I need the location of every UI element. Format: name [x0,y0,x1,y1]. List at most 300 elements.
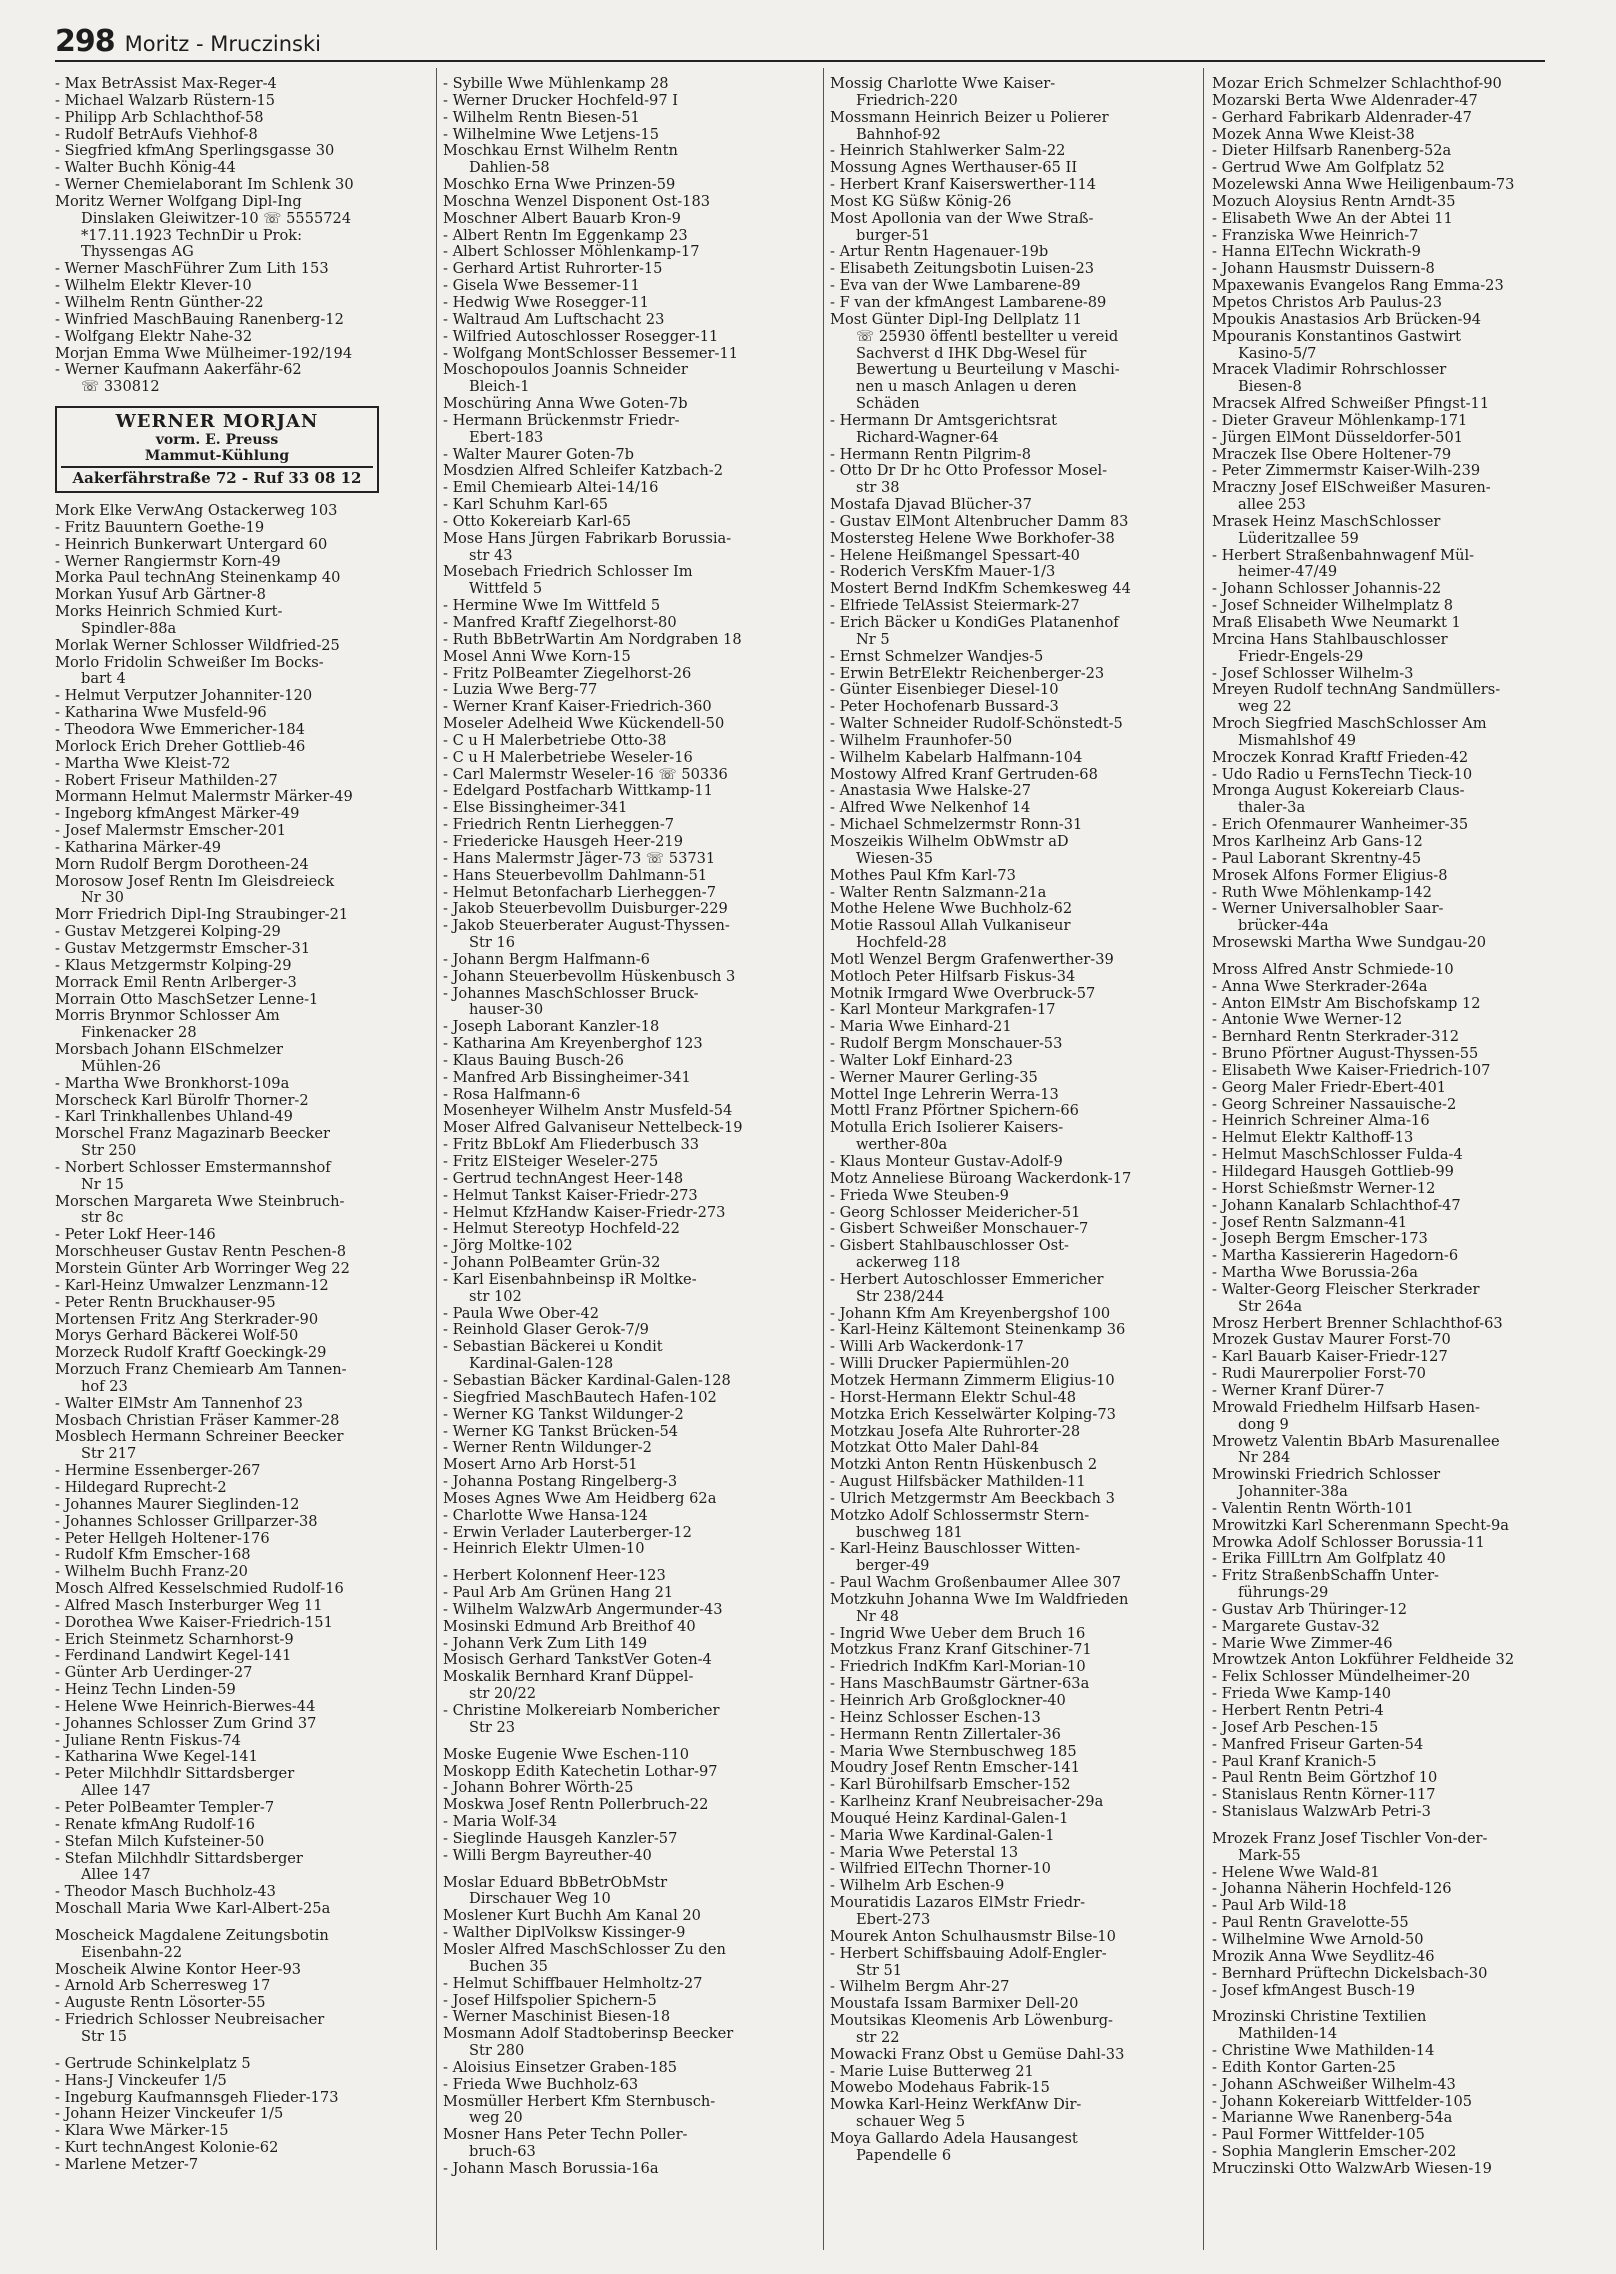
directory-entry: Mosdzien Alfred Schleifer Katzbach-2 [443,463,723,480]
directory-entry: Mostersteg Helene Wwe Borkhofer-38 [830,530,1115,547]
directory-entry: - Elisabeth Wwe An der Abtei 11 [1212,210,1453,227]
directory-entry: - Georg Maler Friedr-Ebert-401 [1212,1079,1447,1096]
directory-entry: - Theodora Wwe Emmericher-184 [55,722,305,738]
directory-entry: - Felix Schlosser Mündelheimer-20 [1212,1669,1471,1686]
directory-entry: - Johannes Maurer Sieglinden-12 [55,1496,300,1513]
directory-entry: - Renate kfmAng Rudolf-16 [55,1816,256,1833]
directory-entry: - Sybille Wwe Mühlenkamp 28 [443,76,669,92]
directory-entry: - Hans Malermstr Jäger-73 ☏ 53731 [443,850,716,867]
directory-entry: - Bernhard Rentn Sterkrader-312 [1212,1029,1460,1046]
directory-entry: - Sieglinde Hausgeh Kanzler-57 [443,1830,678,1847]
directory-entry: - Paul Rentn Beim Görtzhof 10 [1212,1770,1438,1787]
directory-entry: - Heinrich Schreiner Alma-16 [1212,1113,1430,1130]
directory-entry: - Erich Bäcker u KondiGes Platanenhof [830,615,1119,631]
directory-entry: - Arnold Arb Scherresweg 17 [55,1978,271,1995]
directory-entry: - Antonie Wwe Werner-12 [1212,1012,1403,1029]
directory-entry: - Johann Hausmstr Duissern-8 [1212,261,1435,278]
directory-entry: Mouratidis Lazaros ElMstr Friedr- [830,1895,1086,1912]
directory-entry: - Werner KG Tankst Brücken-54 [443,1423,679,1440]
directory-entry: Morn Rudolf Bergm Dorotheen-24 [55,856,309,873]
directory-entry: Moscheik Alwine Kontor Heer-93 [55,1961,302,1978]
directory-entry: - Waltraud Am Luftschacht 23 [443,311,665,328]
directory-entry: Mrozek Franz Josef Tischler Von-der- [1212,1830,1488,1847]
directory-entry: - Jakob Steuerberater August-Thyssen- [443,918,730,935]
directory-entry: - Wilhelmine Wwe Arnold-50 [1212,1931,1424,1948]
directory-entry: - Jürgen ElMont Düsseldorfer-501 [1212,429,1464,446]
directory-entry: - Wolfgang MontSchlosser Bessemer-11 [443,345,739,362]
directory-entry: - Helmut Stereotyp Hochfeld-22 [443,1221,680,1238]
directory-entry: - Heinrich Bunkerwart Untergard 60 [55,536,328,553]
directory-entry: Mozarski Berta Wwe Aldenrader-47 [1212,92,1478,109]
directory-entry: - Rudolf Bergm Monschauer-53 [830,1036,1063,1053]
directory-entry: - Wilfried Autoschlosser Rosegger-11 [443,328,719,345]
directory-entry: - Juliane Rentn Fiskus-74 [55,1732,241,1749]
directory-entry: Moya Gallardo Adela Hausangest [830,2130,1078,2147]
directory-entry: Mork Elke VerwAng Ostackerweg 103 [55,503,338,520]
entry-continuation: Bleich-1 [469,379,530,396]
directory-entry: Moschall Maria Wwe Karl-Albert-25a [55,1901,331,1918]
entry-continuation: Mismahlshof 49 [1238,732,1356,749]
directory-entry: - Edith Kontor Garten-25 [1212,2059,1396,2076]
directory-entry: Morkan Yusuf Arb Gärtner-8 [55,587,266,604]
directory-entry: - Peter Zimmermstr Kaiser-Wilh-239 [1212,463,1481,480]
directory-entry: Mpetos Christos Arb Paulus-23 [1212,294,1442,311]
directory-entry: Mpaxewanis Evangelos Rang Emma-23 [1212,278,1504,295]
directory-entry: - Charlotte Wwe Hansa-124 [443,1507,648,1524]
directory-entry: - Karl Bauarb Kaiser-Friedr-127 [1212,1349,1448,1366]
directory-entry: Mrowtzek Anton Lokführer Feldheide 32 [1212,1652,1515,1669]
directory-entry: - Christine Wwe Mathilden-14 [1212,2043,1435,2060]
directory-entry: - Valentin Rentn Wörth-101 [1212,1500,1414,1517]
directory-entry: - Alfred Wwe Nelkenhof 14 [830,800,1031,817]
directory-entry: - Hedwig Wwe Rosegger-11 [443,294,649,311]
header-rule [55,60,1545,62]
directory-entry: - Ingeborg kfmAngest Märker-49 [55,806,300,823]
directory-entry: - Fritz Bauuntern Goethe-19 [55,519,265,536]
directory-entry: Mosmann Adolf Stadtoberinsp Beecker [443,2026,734,2043]
directory-entry: Moses Agnes Wwe Am Heidberg 62a [443,1490,717,1507]
directory-entry: - Johann Schlosser Johannis-22 [1212,581,1442,598]
directory-entry: - Anna Wwe Sterkrader-264a [1212,978,1428,995]
directory-entry: Morlo Fridolin Schweißer Im Bocks- [55,654,324,671]
directory-entry: - Fritz StraßenbSchaffn Unter- [1212,1568,1439,1585]
entry-continuation: hauser-30 [469,1002,544,1019]
directory-entry: - Siegfried MaschBautech Hafen-102 [443,1389,717,1406]
directory-entry: - Willi Bergm Bayreuther-40 [443,1847,652,1864]
entry-continuation: weg 22 [1238,699,1292,716]
directory-entry: - Friedrich Schlosser Neubreisacher [55,2012,325,2029]
entry-continuation: Dirschauer Weg 10 [469,1891,611,1908]
entry-continuation: str 38 [856,480,900,497]
directory-entry: - Katharina Märker-49 [55,839,222,856]
directory-entry: - Helmut Verputzer Johanniter-120 [55,688,313,705]
directory-entry: - Gerhard Artist Ruhrorter-15 [443,261,663,278]
entry-continuation: heimer-47/49 [1238,564,1338,581]
directory-entry: Motzko Adolf Schlossermstr Stern- [830,1507,1090,1524]
directory-entry: - Werner Universalhobler Saar- [1212,901,1444,918]
entry-continuation: Str 217 [81,1446,137,1463]
directory-entry: - Dieter Hilfsarb Ranenberg-52a [1212,143,1452,160]
directory-entry: - Albert Rentn Im Eggenkamp 23 [443,227,688,244]
directory-entry: - Marie Wwe Zimmer-46 [1212,1635,1393,1652]
entry-continuation: Ebert-183 [469,429,544,446]
directory-entry: Moschkau Ernst Wilhelm Rentn [443,143,678,160]
entry-continuation: Mathilden-14 [1238,2026,1338,2043]
directory-entry: - Manfred Arb Bissingheimer-341 [443,1069,691,1086]
directory-entry: Mosbach Christian Fräser Kammer-28 [55,1412,340,1429]
directory-entry: Motzkau Josefa Alte Ruhrorter-28 [830,1423,1081,1440]
directory-entry: - Klara Wwe Märker-15 [55,2123,229,2140]
directory-entry: - Elfriede TelAssist Steiermark-27 [830,598,1080,615]
directory-entry: - Werner Rangiermstr Korn-49 [55,553,281,570]
directory-entry: - Helmut KfzHandw Kaiser-Friedr-273 [443,1204,726,1221]
directory-entry: Morzeck Rudolf Kraftf Goeckingk-29 [55,1345,327,1362]
directory-entry: - Paul Wachm Großenbaumer Allee 307 [830,1575,1121,1592]
spacer [1212,952,1587,962]
entry-continuation: Str 264a [1238,1298,1303,1315]
directory-entry: - Gisela Wwe Bessemer-11 [443,278,640,295]
directory-entry: - Johann Kanalarb Schlachthof-47 [1212,1197,1461,1214]
directory-entry: Mrasek Heinz MaschSchlosser [1212,513,1441,530]
entry-continuation: Str 15 [81,2028,128,2045]
directory-entry: Mrowald Friedhelm Hilfsarb Hasen- [1212,1399,1480,1416]
directory-entry: Mroch Siegfried MaschSchlosser Am [1212,716,1487,733]
directory-entry: - Klaus Monteur Gustav-Adolf-9 [830,1154,1063,1170]
directory-entry: - Stefan Milchhdlr Sittardsberger [55,1850,303,1867]
directory-entry: - Erwin BetrElektr Reichenberger-23 [830,665,1105,682]
directory-entry: - Gertrud Wwe Am Golfplatz 52 [1212,160,1445,177]
directory-entry: - Elisabeth Wwe Kaiser-Friedrich-107 [1212,1062,1491,1079]
directory-entry: - Reinhold Glaser Gerok-7/9 [443,1322,649,1339]
directory-entry: - Johannes Schlosser Zum Grind 37 [55,1715,317,1732]
page-header [55,24,1555,58]
directory-entry: Most KG Süßw König-26 [830,193,1012,210]
directory-entry: - C u H Malerbetriebe Otto-38 [443,732,667,749]
directory-entry: Mourek Anton Schulhausmstr Bilse-10 [830,1928,1116,1945]
directory-entry: - Helmut Elektr Kalthoff-13 [1212,1130,1414,1147]
directory-entry: Mrosz Herbert Brenner Schlachthof-63 [1212,1315,1503,1332]
directory-entry: - Heinrich Stahlwerker Salm-22 [830,143,1066,160]
column-divider [436,68,437,2250]
directory-entry: - Hermann Dr Amtsgerichtsrat [830,412,1058,429]
directory-entry: Mronga August Kokereiarb Claus- [1212,783,1465,800]
directory-entry: - Walter Lokf Einhard-23 [830,1052,1013,1069]
entry-continuation: führungs-29 [1238,1585,1329,1602]
entry-continuation: Schäden [856,396,920,413]
directory-entry: Mrozinski Christine Textilien [1212,2009,1427,2026]
directory-entry: Moschüring Anna Wwe Goten-7b [443,396,688,413]
directory-entry: - Karl Bürohilfsarb Emscher-152 [830,1777,1071,1794]
directory-entry: Mros Karlheinz Arb Gans-12 [1212,833,1423,850]
directory-entry: - Heinz Techn Linden-59 [55,1682,236,1699]
directory-entry: - Wilhelm Arb Eschen-9 [830,1878,1005,1895]
entry-continuation: ☏ 330812 [81,379,160,396]
directory-entry: Mraczny Josef ElSchweißer Masuren- [1212,480,1491,497]
directory-entry: - Wilhelm WalzwArb Angermunder-43 [443,1601,723,1618]
directory-entry: - Heinz Schlosser Eschen-13 [830,1709,1041,1726]
directory-entry: - Michael Schmelzermstr Ronn-31 [830,817,1083,834]
directory-entry: - Aloisius Einsetzer Graben-185 [443,2059,678,2076]
directory-entry: Mothe Helene Wwe Buchholz-62 [830,901,1073,918]
entry-continuation: brücker-44a [1238,918,1329,935]
entry-continuation: burger-51 [856,227,931,244]
directory-entry: Mosinski Edmund Arb Breithof 40 [443,1618,696,1635]
spacer [1212,1821,1587,1831]
spacer [55,1918,430,1928]
directory-entry: - Herbert Autoschlosser Emmericher [830,1271,1104,1288]
directory-entry: - Michael Walzarb Rüstern-15 [55,92,276,109]
directory-entry: - Ingeburg Kaufmannsgeh Flieder-173 [55,2089,339,2106]
directory-entry: Morsbach Johann ElSchmelzer [55,1042,283,1059]
directory-entry: Morlock Erich Dreher Gottlieb-46 [55,738,306,755]
directory-entry: - Walter-Georg Fleischer Sterkrader [1212,1281,1480,1298]
directory-entry: - Sebastian Bäcker Kardinal-Galen-128 [443,1372,731,1389]
directory-entry: - Christine Molkereiarb Nombericher [443,1703,720,1719]
directory-entry: Morlak Werner Schlosser Wildfried-25 [55,637,340,654]
entry-continuation: Allee 147 [81,1867,151,1884]
directory-entry: - Peter Hochofenarb Bussard-3 [830,699,1059,716]
directory-entry: - Johann Heizer Vinckeufer 1/5 [55,2106,284,2123]
directory-entry: - Rudolf BetrAufs Viehhof-8 [55,126,258,143]
directory-entry: - Günter Eisenbieger Diesel-10 [830,682,1059,699]
directory-entry: Mruczinski Otto WalzwArb Wiesen-19 [1212,2160,1492,2177]
directory-entry: - Friedericke Hausgeh Heer-219 [443,833,683,850]
spacer [55,2046,430,2056]
directory-entry: - Manfred Friseur Garten-54 [1212,1736,1424,1753]
directory-entry: - Günter Arb Uerdinger-27 [55,1665,253,1682]
directory-entry: - Heinrich Elektr Ulmen-10 [443,1541,645,1558]
column-divider [1203,68,1204,2250]
directory-entry: Mostafa Djavad Blücher-37 [830,497,1032,514]
entry-continuation: buschweg 181 [856,1524,963,1541]
directory-entry: - Carl Malermstr Weseler-16 ☏ 50336 [443,766,728,783]
entry-continuation: Str 51 [856,1962,903,1979]
entry-continuation: Dahlien-58 [469,160,550,177]
directory-entry: - Marianne Wwe Ranenberg-54a [1212,2110,1453,2127]
directory-entry: - Herbert Rentn Petri-4 [1212,1703,1384,1719]
directory-entry: - Johann PolBeamter Grün-32 [443,1255,661,1272]
directory-entry: - Wilhelm Fraunhofer-50 [830,732,1013,749]
directory-entry: - Josef Arb Peschen-15 [1212,1719,1379,1736]
entry-continuation: Richard-Wagner-64 [856,429,999,446]
directory-entry: Moutsikas Kleomenis Arb Löwenburg- [830,2013,1113,2030]
entry-continuation: Bahnhof-92 [856,126,941,143]
directory-entry: - Roderich VersKfm Mauer-1/3 [830,564,1056,581]
entry-continuation: Mark-55 [1238,1847,1301,1864]
directory-entry: - Werner Maschinist Biesen-18 [443,2009,671,2026]
page-number: 298 [55,24,115,59]
directory-entry: - Wilhelm Kabelarb Halfmann-104 [830,749,1083,766]
directory-entry: - Johann Bohrer Wörth-25 [443,1780,634,1797]
directory-entry: - Friedrich IndKfm Karl-Morian-10 [830,1659,1086,1676]
directory-entry: - Martha Wwe Kleist-72 [55,755,231,772]
entry-continuation: hof 23 [81,1378,128,1395]
directory-entry: - Jörg Moltke-102 [443,1238,573,1255]
directory-entry: - Kurt technAngest Kolonie-62 [55,2140,279,2157]
entry-continuation: Friedrich-220 [856,92,958,109]
entry-continuation: Nr 48 [856,1608,899,1625]
directory-entry: - Stanislaus WalzwArb Petri-3 [1212,1804,1431,1821]
directory-entry: Mosisch Gerhard TankstVer Goten-4 [443,1652,712,1669]
directory-entry: Mozuch Aloysius Rentn Arndt-35 [1212,193,1456,210]
directory-entry: - Walther DiplVolksw Kissinger-9 [443,1925,686,1942]
directory-entry: Mrowka Adolf Schlosser Borussia-11 [1212,1534,1485,1551]
directory-entry: - Hermann Brückenmstr Friedr- [443,412,680,429]
directory-entry: - Helene Wwe Heinrich-Bierwes-44 [55,1698,316,1715]
directory-entry: - Peter Rentn Bruckhauser-95 [55,1294,276,1311]
entry-continuation: Kardinal-Galen-128 [469,1356,614,1373]
directory-entry: - Karl Eisenbahnbeinsp iR Moltke- [443,1271,697,1288]
directory-entry: - Martha Wwe Borussia-26a [1212,1265,1418,1282]
directory-entry: - Johannes MaschSchlosser Bruck- [443,985,699,1002]
directory-entry: Morschen Margareta Wwe Steinbruch- [55,1193,345,1210]
directory-entry: - Werner Kaufmann Aakerfähr-62 [55,362,302,379]
directory-entry: - Albert Schlosser Möhlenkamp-17 [443,244,700,261]
directory-entry: Mottl Franz Pförtner Spichern-66 [830,1103,1079,1120]
directory-entry: Mowacki Franz Obst u Gemüse Dahl-33 [830,2046,1125,2063]
entry-continuation: Nr 30 [81,890,124,907]
column-4 [1212,76,1587,2178]
directory-entry: Motie Rassoul Allah Vulkaniseur [830,918,1071,935]
directory-entry: Mostert Bernd IndKfm Schemkesweg 44 [830,581,1131,598]
directory-entry: - Hildegard Ruprecht-2 [55,1479,227,1496]
entry-continuation: Str 238/244 [856,1288,945,1305]
directory-entry: Motzek Hermann Zimmerm Eligius-10 [830,1372,1115,1389]
entry-continuation: Kasino-5/7 [1238,345,1317,362]
directory-entry: - Wolfgang Elektr Nahe-32 [55,328,253,345]
entry-continuation: Finkenacker 28 [81,1025,197,1042]
directory-entry: - Theodor Masch Buchholz-43 [55,1884,276,1901]
entry-continuation: str 22 [856,2029,900,2046]
directory-entry: Mozar Erich Schmelzer Schlachthof-90 [1212,76,1502,92]
directory-entry: - Auguste Rentn Lösorter-55 [55,1995,266,2012]
directory-entry: Mottel Inge Lehrerin Werra-13 [830,1086,1059,1103]
entry-continuation: Bewertung u Beurteilung v Maschi- [856,362,1120,379]
directory-entry: - Joseph Laborant Kanzler-18 [443,1019,660,1036]
directory-entry: Moschopoulos Joannis Schneider [443,362,688,379]
entry-continuation: Friedr-Engels-29 [1238,648,1364,665]
directory-entry: - Wilhelmine Wwe Letjens-15 [443,126,660,143]
directory-entry: - Karl Monteur Markgrafen-17 [830,1002,1056,1019]
directory-entry: - Josef Schlosser Wilhelm-3 [1212,665,1414,682]
directory-entry: Morka Paul technAng Steinenkamp 40 [55,570,341,587]
directory-entry: - Maria Wwe Kardinal-Galen-1 [830,1827,1055,1844]
directory-entry: Moske Eugenie Wwe Eschen-110 [443,1746,690,1763]
directory-entry: Mrozik Anna Wwe Seydlitz-46 [1212,1948,1435,1965]
entry-continuation: Nr 5 [856,631,890,648]
directory-entry: - Hans Steuerbevollm Dahlmann-51 [443,867,708,884]
directory-entry: Mrozek Gustav Maurer Forst-70 [1212,1332,1451,1349]
directory-entry: - Karl-Heinz Umwalzer Lenzmann-12 [55,1277,329,1294]
entry-continuation: bruch-63 [469,2144,536,2161]
directory-entry: - Sophia Manglerin Emscher-202 [1212,2144,1457,2161]
entry-continuation: Biesen-8 [1238,379,1302,396]
directory-entry: - Gertrud technAngest Heer-148 [443,1170,684,1187]
directory-entry: - Herbert Schiffsbauing Adolf-Engler- [830,1945,1107,1962]
directory-entry: Mraß Elisabeth Wwe Neumarkt 1 [1212,615,1461,631]
directory-entry: - Bernhard Prüftechn Dickelsbach-30 [1212,1965,1488,1982]
entry-continuation: weg 20 [469,2110,523,2127]
directory-entry: - Werner Maurer Gerling-35 [830,1069,1038,1086]
directory-entry: - Gustav ElMont Altenbrucher Damm 83 [830,513,1129,530]
entry-continuation: Buchen 35 [469,1958,548,1975]
directory-entry: - Walter Rentn Salzmann-21a [830,884,1047,901]
directory-entry: - Peter Hellgeh Holtener-176 [55,1530,270,1547]
directory-entry: - Erwin Verlader Lauterberger-12 [443,1524,692,1541]
directory-entry: - Philipp Arb Schlachthof-58 [55,109,264,126]
directory-entry: - Paul Arb Am Grünen Hang 21 [443,1585,674,1602]
directory-entry: - Manfred Kraftf Ziegelhorst-80 [443,615,677,631]
directory-entry: Mross Alfred Anstr Schmiede-10 [1212,961,1454,978]
directory-entry: - Werner Kranf Dürer-7 [1212,1382,1385,1399]
directory-entry: Motzki Anton Rentn Hüskenbusch 2 [830,1457,1098,1474]
directory-entry: - Gustav Arb Thüringer-12 [1212,1601,1408,1618]
directory-entry: - Ruth BbBetrWartin Am Nordgraben 18 [443,631,742,648]
directory-entry: - Herbert Kolonnenf Heer-123 [443,1568,666,1585]
directory-entry: - Helene Heißmangel Spessart-40 [830,547,1080,564]
directory-entry: Mosel Anni Wwe Korn-15 [443,648,631,665]
directory-entry: - Ferdinand Landwirt Kegel-141 [55,1648,292,1665]
directory-entry: - Klaus Bauing Busch-26 [443,1052,624,1069]
directory-entry: - Margarete Gustav-32 [1212,1618,1380,1635]
directory-entry: Moscheick Magdalene Zeitungsbotin [55,1927,329,1944]
directory-entry: - Emil Chemiearb Altei-14/16 [443,480,659,497]
directory-entry: - Rudolf Kfm Emscher-168 [55,1547,251,1564]
directory-entry: - Rosa Halfmann-6 [443,1086,581,1103]
directory-entry: Mouqué Heinz Kardinal-Galen-1 [830,1810,1069,1827]
directory-entry: - Hermine Essenberger-267 [55,1463,261,1480]
directory-entry: - Fritz BbLokf Am Fliederbusch 33 [443,1137,700,1154]
entry-continuation: Ebert-273 [856,1911,931,1928]
directory-entry: - Katharina Wwe Musfeld-96 [55,705,267,722]
directory-entry: - Norbert Schlosser Emstermannshof [55,1159,331,1176]
directory-entry: Motnik Irmgard Wwe Overbruck-57 [830,985,1096,1002]
entry-continuation: Wittfeld 5 [469,581,543,598]
directory-entry: - Gisbert Stahlbauschlosser Ost- [830,1238,1069,1255]
directory-entry: Mossmann Heinrich Beizer u Polierer [830,109,1109,126]
entry-continuation: Str 23 [469,1719,516,1736]
directory-entry: Moskopp Edith Katechetin Lothar-97 [443,1763,718,1780]
directory-entry: - Werner Kranf Kaiser-Friedrich-360 [443,699,712,716]
directory-entry: Mossung Agnes Werthauser-65 II [830,160,1078,177]
entry-continuation: Mühlen-26 [81,1058,161,1075]
directory-entry: Morscheck Karl Bürolfr Thorner-2 [55,1092,309,1109]
entry-continuation: Wiesen-35 [856,850,934,867]
advertisement-box [55,406,379,493]
directory-entry: Motzka Erich Kesselwärter Kolping-73 [830,1406,1116,1423]
ad-subtitle: vorm. E. Preuss [155,432,279,449]
directory-entry: Morr Friedrich Dipl-Ing Straubinger-21 [55,907,349,924]
directory-entry: - Gustav Metzgerei Kolping-29 [55,924,281,941]
directory-entry: - Herbert Straßenbahnwagenf Mül- [1212,547,1475,564]
directory-entry: - Maria Wwe Sternbuschweg 185 [830,1743,1077,1760]
entry-continuation: allee 253 [1238,497,1306,514]
directory-entry: - Robert Friseur Mathilden-27 [55,772,278,789]
directory-entry: - Johann ASchweißer Wilhelm-43 [1212,2076,1456,2093]
directory-entry: - Anton ElMstr Am Bischofskamp 12 [1212,995,1481,1012]
directory-entry: - Hanna ElTechn Wickrath-9 [1212,244,1421,261]
entry-continuation: str 43 [469,547,513,564]
directory-entry: Mosenheyer Wilhelm Anstr Musfeld-54 [443,1103,733,1120]
directory-entry: - Werner MaschFührer Zum Lith 153 [55,261,329,278]
entry-continuation: Johanniter-38a [1238,1484,1348,1501]
directory-entry: - Katharina Wwe Kegel-141 [55,1749,258,1766]
directory-entry: Morks Heinrich Schmied Kurt- [55,604,283,621]
directory-entry: - Peter Milchhdlr Sittardsberger [55,1766,295,1783]
directory-entry: - Walter Maurer Goten-7b [443,446,634,463]
directory-entry: Morosow Josef Rentn Im Gleisdreieck [55,873,335,890]
directory-entry: - Wilhelm Rentn Günther-22 [55,294,264,311]
